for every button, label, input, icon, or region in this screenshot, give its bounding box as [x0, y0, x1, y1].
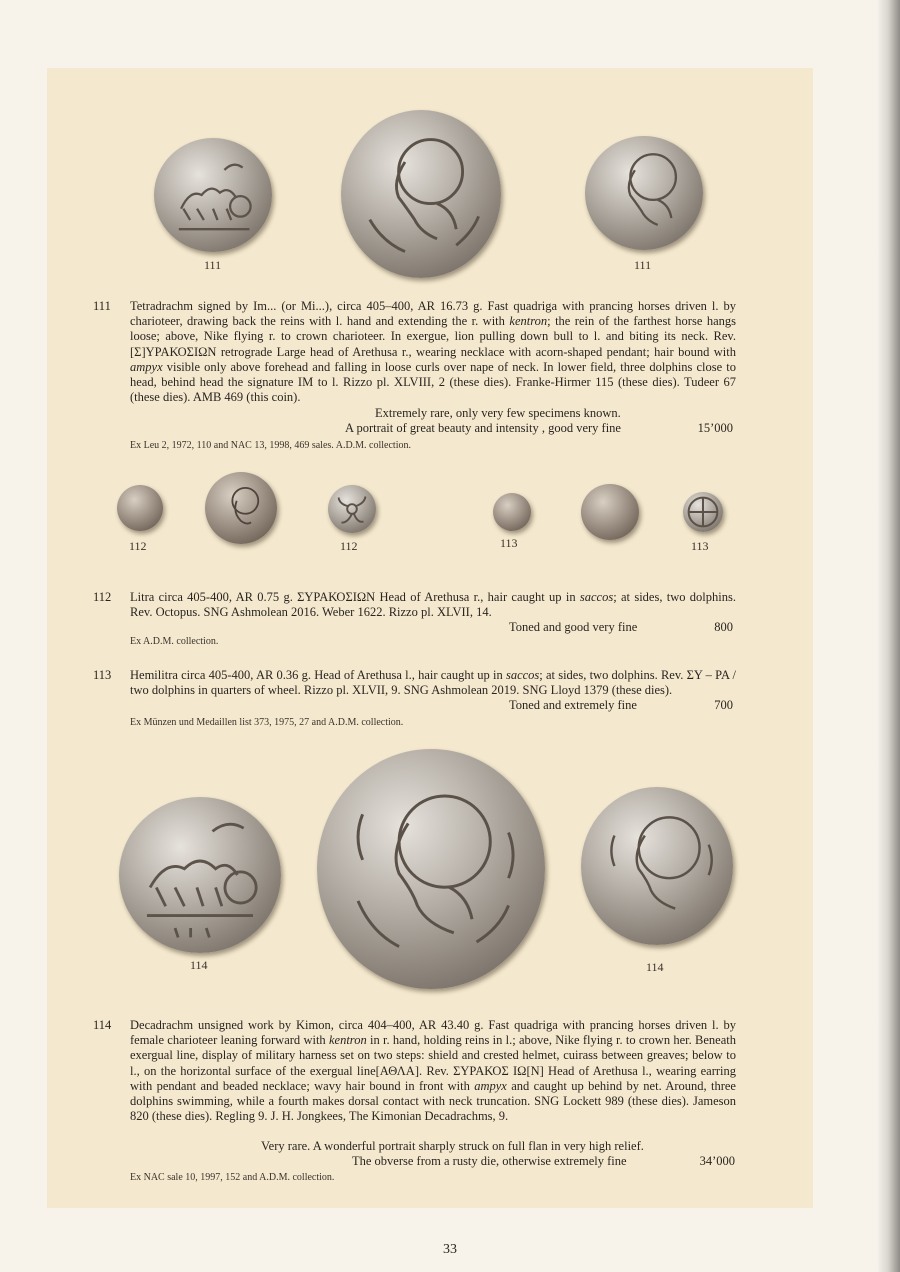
coin-113-obverse-enlarged [581, 484, 639, 540]
lot-112-provenance: Ex A.D.M. collection. [130, 636, 219, 647]
lot-111-price: 15’000 [697, 421, 733, 435]
coin-114-reverse-small [581, 787, 733, 945]
lot-114-provenance: Ex NAC sale 10, 1997, 152 and A.D.M. collection. [130, 1172, 335, 1183]
lot-114-price: 34’000 [699, 1154, 735, 1168]
lot-description: Decadrachm unsigned work by Kimon, circa 404–400, AR 43.40 g. Fast quadriga with prancing horses driven l. by female charioteer leaning forward with kentron in r. hand, holding reins in l.; above, Nike flying r. to crown her. Beneath exergual line, display of military harness set on two steps: shield and crested helmet, cuirass between greaves; below to l., on the horizontal surface of the exergual line[ΑΘΛΑ]. Rev. ΣΥΡΑΚΟΣ ΙΩ[Ν] Head of Arethusa l., wearing earring with pendant and beaded necklace; wavy hair bound in front with ampyx and caught up behind by net. Around, three dolphins swimming, while a fourth makes dorsal contact with neck truncation. SNG Lockett 989 (these dies). Jameson 820 (these dies). Regling 9. J. H. Jongkees, The Kimonian Decadrachms, 9. [130, 1018, 737, 1124]
lot-description: Hemilitra circa 405-400, AR 0.36 g. Head of Arethusa l., hair caught up in saccos; at sides, two dolphins. Rev. ΣΥ – PA / two dolphins in quarters of wheel. Rizzo pl. XLVII, 9. SNG Ashmolean 2019. SNG Lloyd 1379 (these dies). [130, 668, 736, 698]
lot-113-price: 700 [714, 698, 733, 712]
coin-caption: 114 [190, 958, 208, 972]
coin-caption: 114 [646, 960, 664, 974]
coin-114-reverse-large [317, 749, 545, 989]
lot-number: 113 [93, 668, 112, 682]
octopus-icon [328, 485, 376, 533]
coin-caption: 111 [204, 258, 222, 272]
lot-113-grade: Toned and extremely fine [509, 698, 637, 712]
arethusa-head-icon [581, 787, 733, 945]
lot-112-price: 800 [714, 620, 733, 634]
lot-number: 114 [93, 1018, 112, 1032]
coin-112-reverse-octopus [328, 485, 376, 533]
arethusa-head-icon [341, 110, 501, 278]
arethusa-head-icon [205, 472, 277, 544]
coin-caption: 111 [634, 258, 652, 272]
coin-111-reverse-small [585, 136, 703, 250]
lot-112-grade: Toned and good very fine [509, 620, 638, 634]
lot-111-grade: A portrait of great beauty and intensity , good very fine [345, 421, 621, 435]
lot-description: Litra circa 405-400, AR 0.75 g. ΣΥΡΑΚΟΣΙΩΝ Head of Arethusa r., hair caught up in saccos; at sides, two dolphins. Rev. Octopus. SNG Ashmolean 2016. Weber 1622. Rizzo pl. XLVII, 14. [130, 590, 736, 620]
page-number: 33 [443, 1242, 457, 1257]
lot-111-provenance: Ex Leu 2, 1972, 110 and NAC 13, 1998, 469 sales. A.D.M. collection. [130, 440, 411, 451]
coin-111-obverse-quadriga [154, 138, 272, 252]
lot-number: 111 [93, 299, 111, 313]
coin-112-obverse-enlarged [205, 472, 277, 544]
page-edge-shadow [878, 0, 900, 1272]
coin-111-reverse-large [341, 110, 501, 278]
coin-113-reverse-wheel [683, 492, 723, 532]
coin-114-obverse-quadriga [119, 797, 281, 953]
coin-112-obverse [117, 485, 163, 531]
quadriga-icon [119, 797, 281, 953]
lot-114-grade: The obverse from a rusty die, otherwise extremely fine [352, 1154, 627, 1168]
arethusa-head-icon [317, 749, 545, 989]
coin-caption: 112 [340, 539, 358, 553]
lot-number: 112 [93, 590, 112, 604]
lot-description: Tetradrachm signed by Im... (or Mi...), circa 405–400, AR 16.73 g. Fast quadriga with prancing horses driven l. by charioteer, drawing back the reins with l. hand and extending the r. with kentron; the rein of the farthest horse hangs loose; above, Nike flying r. to crown charioteer. In exergue, lion pulling down bull to l. and biting its neck. Rev. [Σ]ΥΡΑΚΟΣΙΩΝ retrograde Large head of Arethusa r., wearing necklace with acorn-shaped pendant; hair bound with ampyx visible only above forehead and falling in loose curls over nape of neck. In lower field, three dolphins close to head, behind head the signature IM to l. Rizzo pl. XLVIII, 2 (these dies). Franke-Hirmer 115 (these dies). Tudeer 67 (these dies). AMB 469 (this coin). [130, 299, 736, 405]
wheel-icon [683, 492, 723, 532]
coin-caption: 113 [691, 539, 709, 553]
arethusa-head-icon [585, 136, 703, 250]
coin-113-obverse [493, 493, 531, 531]
lot-113-provenance: Ex Münzen und Medaillen list 373, 1975, 27 and A.D.M. collection. [130, 717, 404, 728]
coin-caption: 112 [129, 539, 147, 553]
lot-114-rarity: Very rare. A wonderful portrait sharply struck on full flan in very high relief. [261, 1139, 644, 1153]
lot-111-rarity: Extremely rare, only very few specimens known. [375, 406, 621, 420]
coin-caption: 113 [500, 536, 518, 550]
quadriga-icon [154, 138, 272, 252]
